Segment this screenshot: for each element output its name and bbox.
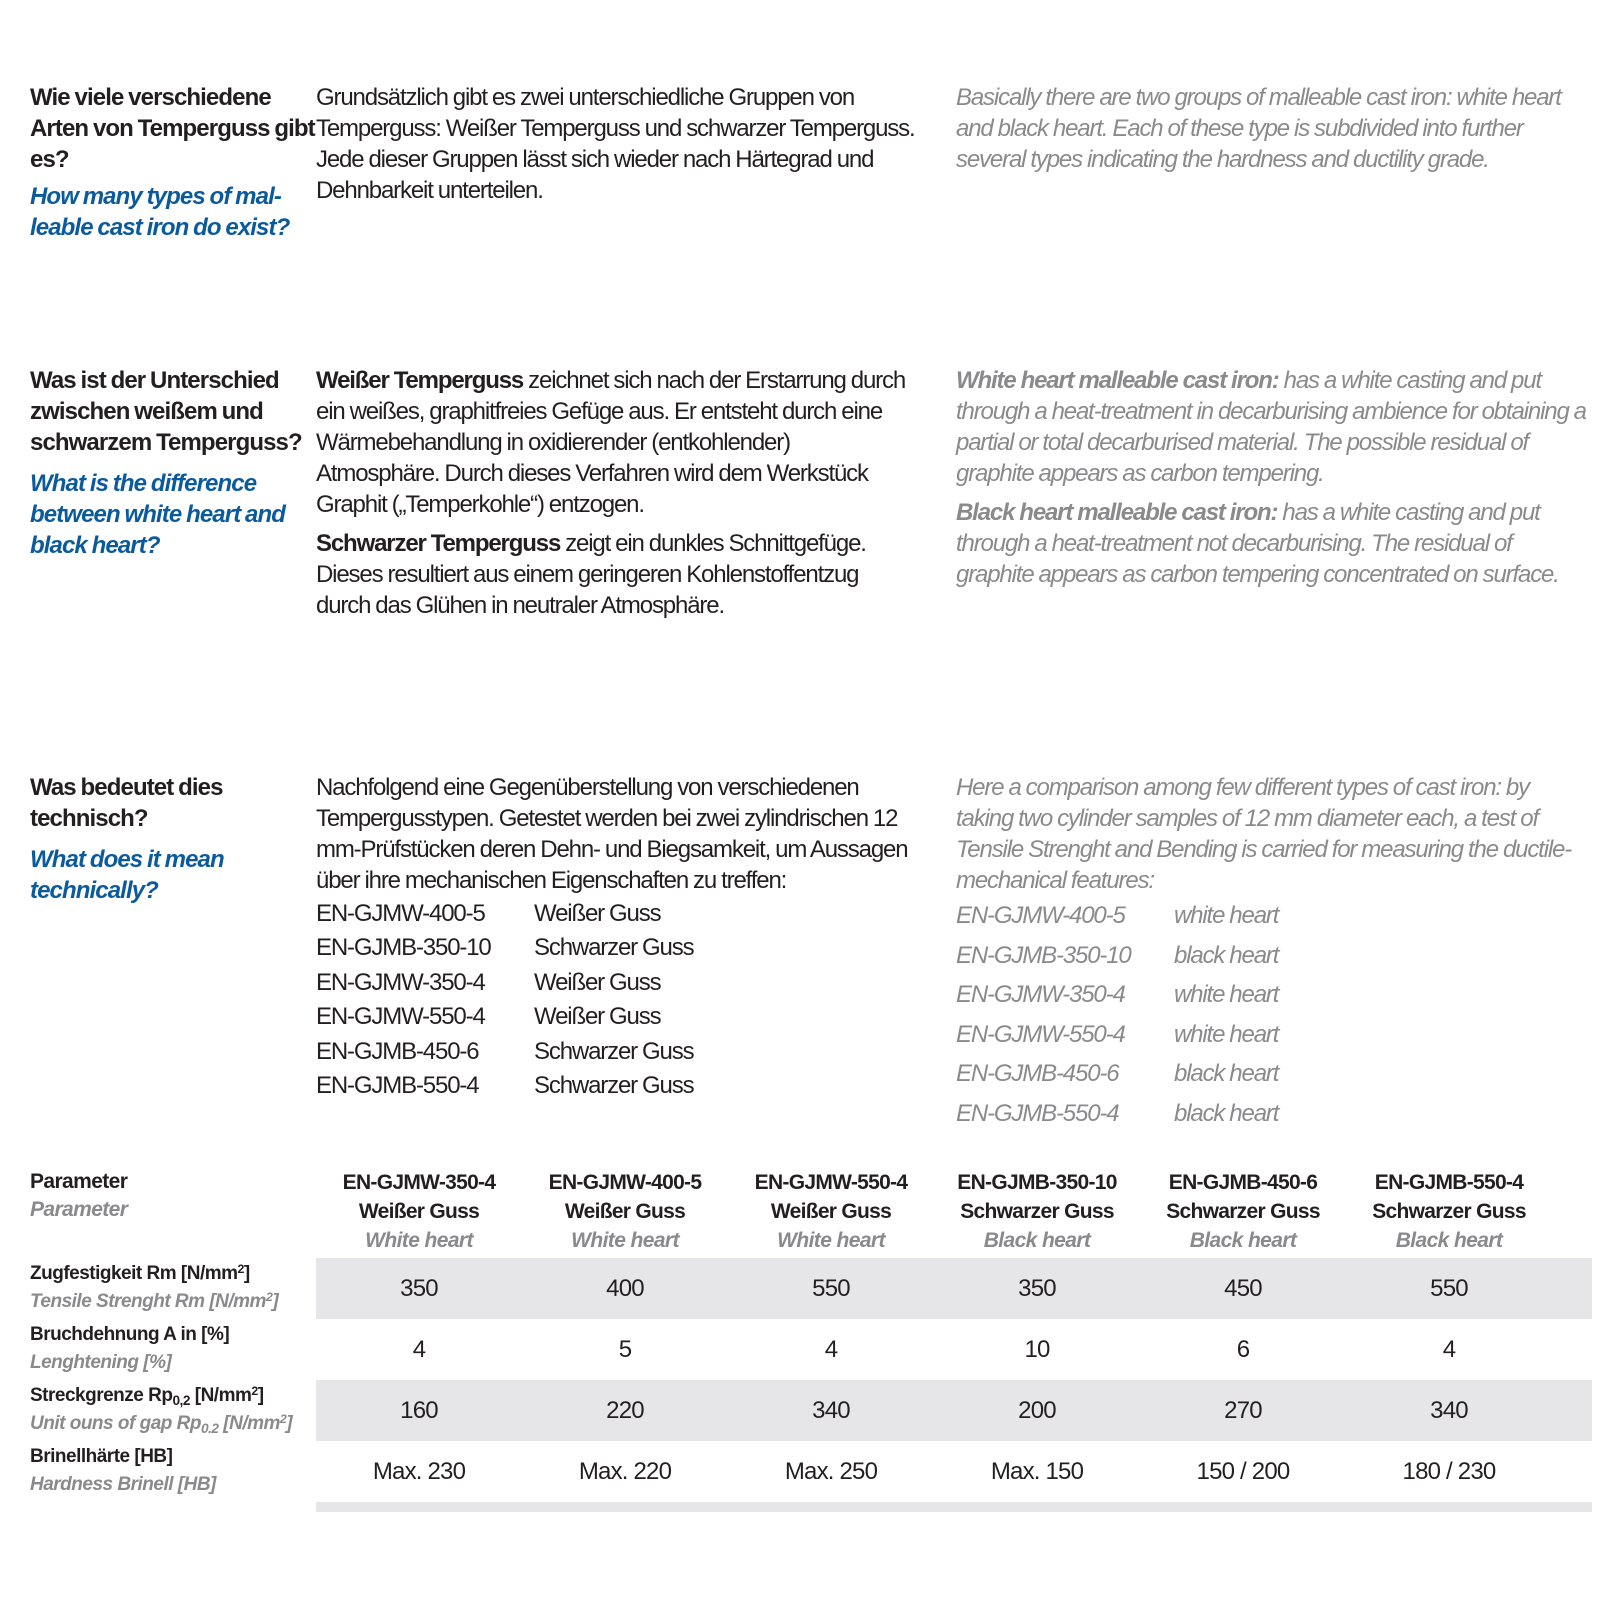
table-cell: 340 xyxy=(812,1397,850,1424)
parameter-header-de: Parameter xyxy=(30,1170,128,1193)
table-cell: Max. 150 xyxy=(990,1458,1084,1485)
paragraph-text: zeigt ein dunkles Schnittgefüge. Dieses resultiert aus einem geringeren Kohlenstoffentzug durch das Glühen in neutraler Atmosphäre. xyxy=(316,530,866,619)
paragraph-black-heart-de xyxy=(316,528,916,621)
table-cell: 270 xyxy=(1224,1397,1262,1424)
question-column xyxy=(30,772,315,906)
table-cell: 4 xyxy=(1442,1336,1456,1363)
column-code: EN-GJMW-550-4 xyxy=(754,1171,908,1194)
term-black-heart-de: Schwarzer Temperguss xyxy=(316,530,561,557)
table-cell: 400 xyxy=(606,1275,644,1302)
column-header xyxy=(316,1168,522,1255)
type-group: Schwarzer Guss xyxy=(534,1037,694,1065)
question-column xyxy=(30,82,315,243)
type-list-item xyxy=(316,1034,916,1069)
column-code: EN-GJMB-350-10 xyxy=(957,1171,1117,1194)
row-label xyxy=(30,1443,216,1499)
type-list-de xyxy=(316,896,916,1103)
table-cell: 10 xyxy=(1024,1336,1050,1363)
table-cell: 450 xyxy=(1224,1275,1262,1302)
type-code: EN-GJMW-550-4 xyxy=(956,1020,1125,1048)
type-list-item xyxy=(956,1054,1586,1094)
intro-text-en: Here a comparison among few different types of cast iron: by taking two cylinder samples of 12 mm diameter each, a test of Tensile Strenght and Bending is carried for measuring the ductile-mechanical features: xyxy=(956,774,1572,894)
parameter-header-en: Parameter xyxy=(30,1198,128,1221)
column-group: Schwarzer Guss xyxy=(960,1200,1114,1223)
table-cell: Max. 220 xyxy=(578,1458,672,1485)
table-cell: Max. 230 xyxy=(372,1458,466,1485)
table-cell: 5 xyxy=(618,1336,632,1363)
type-code: EN-GJMW-350-4 xyxy=(316,968,485,996)
question-en: What does it mean technically? xyxy=(30,846,224,904)
table-cell: 550 xyxy=(1430,1275,1468,1302)
column-code: EN-GJMB-450-6 xyxy=(1168,1171,1318,1194)
column-header xyxy=(1140,1168,1346,1255)
type-code: EN-GJMB-450-6 xyxy=(956,1060,1119,1088)
column-heart: Black heart xyxy=(1395,1229,1503,1252)
type-group: white heart xyxy=(1174,902,1279,930)
answer-en: Basically there are two groups of malleable cast iron: white heart and black heart. Each of these type is subdivided into further several types indicating the hardness and ductility grade. xyxy=(956,84,1561,173)
table-cell: Max. 250 xyxy=(784,1458,878,1485)
row-label-en: Hardness Brinell [HB] xyxy=(30,1474,216,1495)
type-code: EN-GJMW-350-4 xyxy=(956,981,1125,1009)
term-black-heart-en: Black heart malleable cast iron: xyxy=(956,499,1278,526)
column-group: Weißer Guss xyxy=(358,1200,480,1223)
paragraph-white-heart-en xyxy=(956,365,1586,489)
type-code: EN-GJMB-550-4 xyxy=(956,1099,1119,1127)
table-row-brinell-hardness xyxy=(0,1441,1600,1502)
row-label xyxy=(30,1382,292,1438)
type-code: EN-GJMB-450-6 xyxy=(316,1037,479,1065)
type-group: black heart xyxy=(1174,1060,1279,1088)
column-heart: White heart xyxy=(777,1229,885,1252)
paragraph-text: zeichnet sich nach der Erstarrung durch ein weißes, graphitfreies Gefüge aus. Er entsteht durch eine Wärmebehandlung in oxidierender (entkohlender) Atmosphäre. Durch dieses Verfahren wird dem Werkstück Graphit („Temperkohle“) entzogen. xyxy=(316,367,906,518)
table-cell: 4 xyxy=(824,1336,838,1363)
paragraph-text: has a white casting and put through a heat-treatment in decarburising ambience for obtaining a partial or total decarburised material. The possible residual of graphite appears as carbon tempering. xyxy=(956,367,1586,487)
intro-text-de: Nachfolgend eine Gegenüberstellung von verschiedenen Tempergusstypen. Getestet werden bei zwei zylindrischen 12 mm-Prüfstücken deren Dehn- und Biegsamkeit, um Aussagen über ihre mechanischen Eigenschaften zu treffen: xyxy=(316,774,908,894)
column-code: EN-GJMW-350-4 xyxy=(342,1171,496,1194)
column-group: Weißer Guss xyxy=(770,1200,892,1223)
column-heart: Black heart xyxy=(1189,1229,1297,1252)
answer-de xyxy=(316,365,916,621)
type-code: EN-GJMW-400-5 xyxy=(956,902,1125,930)
type-list-item xyxy=(316,965,916,1000)
table-cell: 160 xyxy=(400,1397,438,1424)
type-group: Schwarzer Guss xyxy=(534,1072,694,1100)
table-cell: 180 / 230 xyxy=(1402,1458,1496,1485)
table-cell: 350 xyxy=(1018,1275,1056,1302)
column-group: Weißer Guss xyxy=(564,1200,686,1223)
type-list-item xyxy=(316,896,916,931)
type-group: black heart xyxy=(1174,1099,1279,1127)
column-header xyxy=(728,1168,934,1255)
type-list-item xyxy=(316,1000,916,1035)
question-en: How many types of malleable cast iron do exist? xyxy=(30,183,290,241)
type-group: white heart xyxy=(1174,1020,1279,1048)
answer-de xyxy=(316,772,916,1103)
table-cell: 4 xyxy=(412,1336,426,1363)
row-label-en: Lenghtening [%] xyxy=(30,1352,172,1373)
type-group: Weißer Guss xyxy=(534,1003,661,1031)
column-group: Schwarzer Guss xyxy=(1166,1200,1320,1223)
question-column xyxy=(30,365,315,561)
table-row-yield-strength xyxy=(0,1380,1600,1441)
type-group: Weißer Guss xyxy=(534,968,661,996)
column-group: Schwarzer Guss xyxy=(1372,1200,1526,1223)
table-cell: 6 xyxy=(1236,1336,1250,1363)
type-code: EN-GJMB-350-10 xyxy=(956,941,1131,969)
term-white-heart-en: White heart malleable cast iron: xyxy=(956,367,1279,394)
question-de: Wie viele verschiedene Arten von Temperguss gibt es? xyxy=(30,84,315,173)
question-en: What is the difference between white heart and black heart? xyxy=(30,470,286,559)
type-list-item xyxy=(956,975,1586,1015)
answer-en xyxy=(956,772,1586,1133)
table-header xyxy=(0,1160,1600,1258)
table-row-elongation xyxy=(0,1319,1600,1380)
row-label-de: Streckgrenze $Rp_{0,2}$ $[N/mm^2]$ xyxy=(30,1383,264,1409)
type-list-item xyxy=(956,1015,1586,1055)
type-group: black heart xyxy=(1174,941,1279,969)
term-white-heart-de: Weißer Temperguss xyxy=(316,367,524,394)
type-group: Weißer Guss xyxy=(534,899,661,927)
type-code: EN-GJMB-350-10 xyxy=(316,934,491,962)
column-code: EN-GJMB-550-4 xyxy=(1374,1171,1524,1194)
column-header xyxy=(1346,1168,1552,1255)
type-group: Schwarzer Guss xyxy=(534,934,694,962)
row-label xyxy=(30,1321,229,1377)
column-heart: White heart xyxy=(571,1229,679,1252)
table-cell: 550 xyxy=(812,1275,850,1302)
paragraph-black-heart-en xyxy=(956,497,1586,590)
type-code: EN-GJMB-550-4 xyxy=(316,1072,479,1100)
column-heart: Black heart xyxy=(983,1229,1091,1252)
table-cell: 150 / 200 xyxy=(1196,1458,1290,1485)
paragraph-text: has a white casting and put through a heat-treatment not decarburising. The residual of graphite appears as carbon tempering concentrated on surface. xyxy=(956,499,1559,588)
question-de: Was bedeutet dies technisch? xyxy=(30,774,223,832)
type-list-item xyxy=(956,936,1586,976)
table-cell: 350 xyxy=(400,1275,438,1302)
table-cell: 220 xyxy=(606,1397,644,1424)
table-bottom-divider xyxy=(316,1502,1592,1512)
type-list-item xyxy=(316,1069,916,1104)
paragraph-white-heart-de xyxy=(316,365,916,520)
answer-en xyxy=(956,365,1586,590)
row-label-de: Brinellhärte [HB] xyxy=(30,1446,173,1467)
column-code: EN-GJMW-400-5 xyxy=(548,1171,702,1194)
column-header xyxy=(522,1168,728,1255)
question-de: Was ist der Unterschied zwischen weißem und schwarzem Temperguss? xyxy=(30,367,302,456)
type-list-item xyxy=(956,896,1586,936)
type-list-en xyxy=(956,896,1586,1133)
type-code: EN-GJMW-400-5 xyxy=(316,899,485,927)
row-label-de: Bruchdehnung A in [%] xyxy=(30,1324,230,1345)
type-code: EN-GJMW-550-4 xyxy=(316,1003,485,1031)
parameter-header xyxy=(30,1168,127,1224)
column-header xyxy=(934,1168,1140,1255)
type-list-item xyxy=(956,1094,1586,1134)
comparison-table xyxy=(0,1160,1600,1502)
type-group: white heart xyxy=(1174,981,1279,1009)
row-label xyxy=(30,1260,278,1316)
row-label-en: Unit ouns of gap $Rp_{0.2}$ $[N/mm^2]$ xyxy=(30,1411,293,1437)
table-row-tensile-strength xyxy=(0,1258,1600,1319)
row-label-de: Zugfestigkeit Rm $[N/mm^2]$ xyxy=(30,1261,250,1284)
type-list-item xyxy=(316,931,916,966)
column-heart: White heart xyxy=(365,1229,473,1252)
row-label-en: Tensile Strenght Rm $[N/mm^2]$ xyxy=(30,1289,279,1312)
table-cell: 200 xyxy=(1018,1397,1056,1424)
table-cell: 340 xyxy=(1430,1397,1468,1424)
answer-de: Grundsätzlich gibt es zwei unterschiedliche Gruppen von Temperguss: Weißer Temperguss und schwarzer Temperguss. Jede dieser Gruppen lässt sich wieder nach Härtegrad und Dehnbarkeit unterteilen. xyxy=(316,84,915,204)
